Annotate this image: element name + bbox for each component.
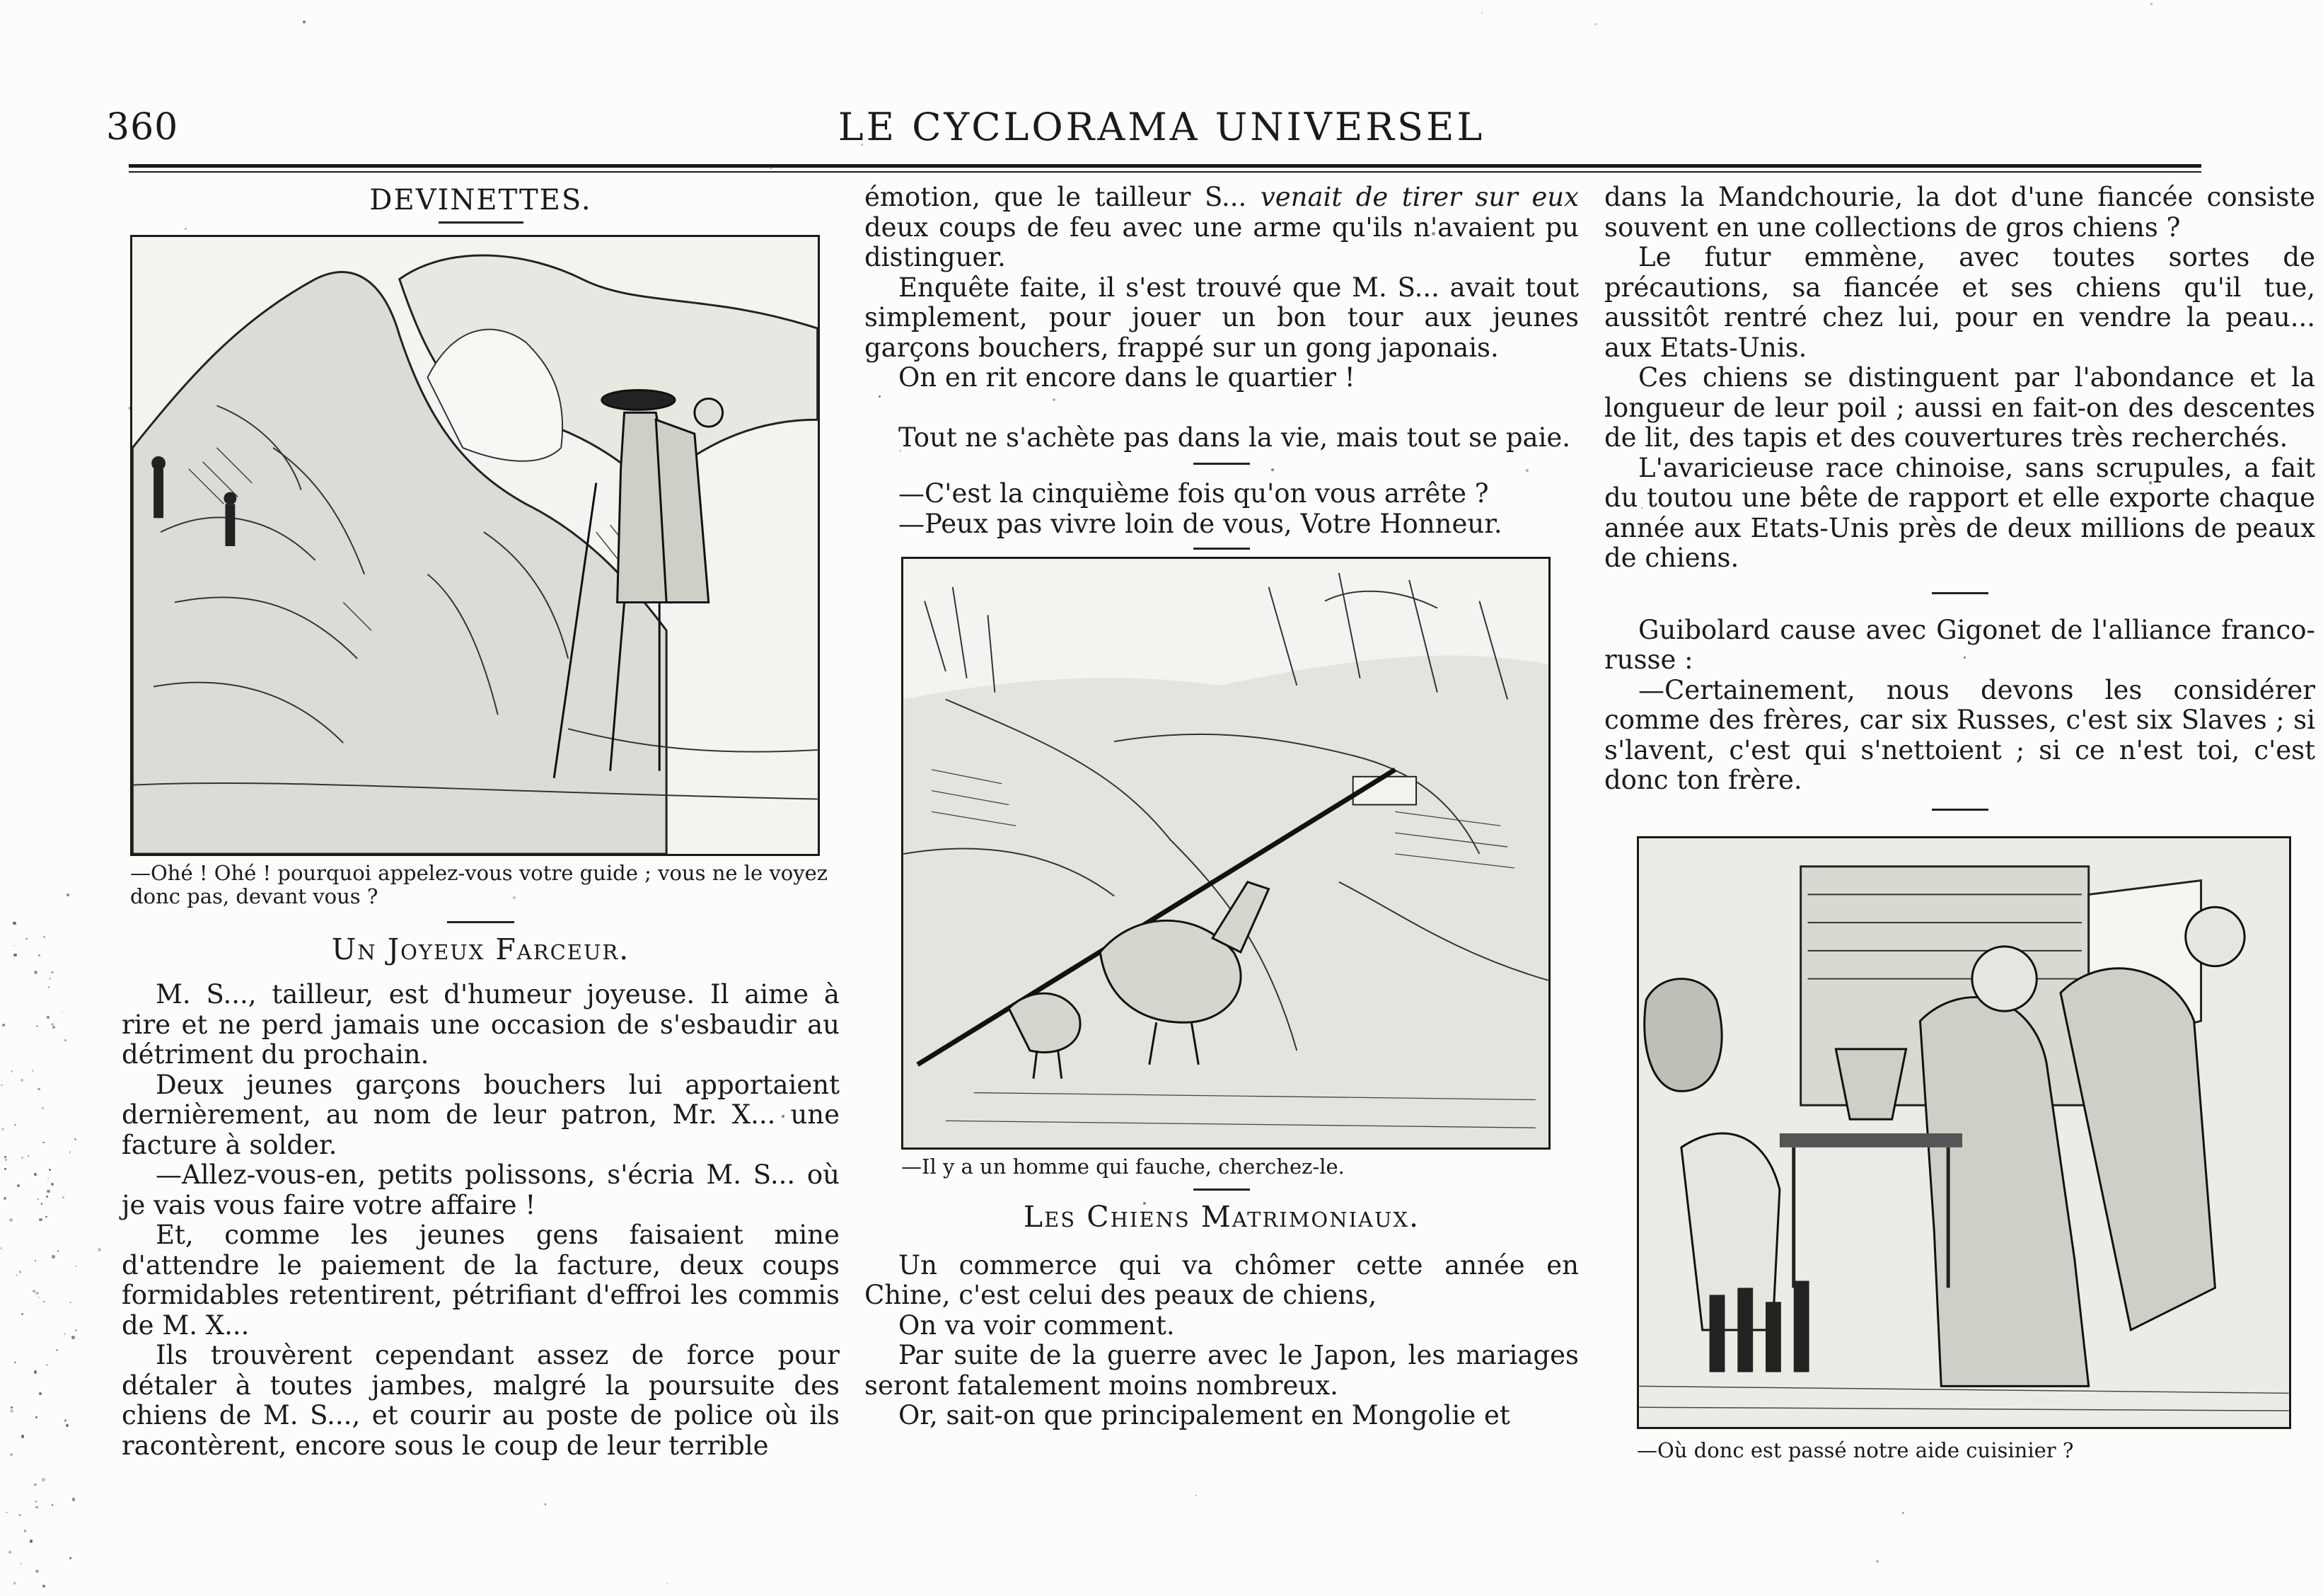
paragraph: Et, comme les jeunes gens faisaient mine d'attendre le paiement de la facture, deux coups formidables retentirent, pétrifiant d'effroi les commis de M. X... [122, 1220, 840, 1341]
speck [39, 1218, 42, 1222]
speck [35, 1416, 37, 1418]
caption-kitchen-monks: —Où donc est passé notre aide cuisinier ? [1637, 1438, 2074, 1462]
mountain-guide-drawing [132, 237, 818, 854]
speck [35, 1292, 39, 1295]
speck [38, 954, 40, 956]
speck [62, 1012, 63, 1013]
kitchen-monks-drawing [1639, 838, 2289, 1427]
speck [52, 1026, 55, 1029]
speck [1481, 12, 1483, 13]
header-rule-thick [129, 164, 2201, 168]
separator [1193, 1189, 1250, 1191]
speck [10, 1409, 13, 1413]
caption-mountain-guide: —Ohé ! Ohé ! pourquoi appelez-vous votre guide ; vous ne le voyez donc pas, devant vous ? [130, 860, 828, 908]
caption-farmyard: —Il y a un homme qui fauche, cherchez-le. [901, 1155, 1345, 1179]
speck [35, 1500, 37, 1503]
paragraph: Un commerce qui va chômer cette année en Chine, c'est celui des peaux de chiens, [864, 1249, 1579, 1310]
speck [13, 1582, 16, 1584]
maxim: Tout ne s'achète pas dans la vie, mais tout se paie. [898, 422, 1571, 453]
speck [34, 1370, 37, 1374]
speck [41, 1203, 42, 1204]
speck [52, 1255, 55, 1259]
speck [52, 1504, 54, 1506]
separator [1193, 463, 1250, 465]
speck [1, 1085, 2, 1086]
speck [74, 1138, 76, 1140]
speck [4, 1197, 6, 1200]
speck [46, 1364, 48, 1366]
speck [62, 1196, 64, 1198]
speck [17, 1184, 20, 1187]
speck [1195, 1495, 1197, 1496]
speck [35, 1506, 38, 1509]
paragraph-continued: dans la Mandchourie, la dot d'une fiancée consiste souvent en une collections de gros chiens ? [1604, 182, 2315, 243]
speck [10, 1453, 13, 1457]
speck [36, 1025, 38, 1027]
speck [46, 1196, 48, 1198]
speck [49, 1169, 51, 1171]
speck [51, 971, 53, 973]
column-3 [1604, 183, 2315, 1462]
separator [439, 221, 523, 224]
italic-text: venait de tirer sur eux [1260, 182, 1579, 212]
speck [2, 1024, 5, 1027]
paragraph: M. S..., tailleur, est d'humeur joyeuse. Il aime à rire et ne perd jamais une occasion de s'esbaudir au détriment du prochain. [122, 979, 840, 1070]
speck [57, 1250, 59, 1252]
speck [6, 1512, 7, 1513]
speck [21, 1563, 22, 1564]
dialog-line: —Peux pas vivre loin de vous, Votre Honneur. [898, 508, 1502, 539]
speck [56, 1349, 58, 1351]
column-1 [122, 183, 840, 1461]
speck [37, 1198, 39, 1200]
speck [42, 1142, 44, 1143]
speck [69, 1302, 71, 1303]
speck [42, 1107, 44, 1109]
speck [37, 1088, 40, 1090]
speck [98, 1248, 101, 1251]
speck [47, 1190, 50, 1193]
speck [51, 1183, 54, 1186]
paragraph: Or, sait-on que principalement en Mongolie et [898, 1400, 1510, 1430]
dialog-line: —C'est la cinquième fois qu'on vous arrête ? [898, 478, 1489, 509]
speck [47, 1178, 49, 1179]
column-2 [864, 183, 1579, 1431]
speck [47, 1016, 50, 1019]
paragraph: —Allez-vous-en, petits polissons, s'écria M. S... où je vais vous faire votre affaire ! [122, 1160, 840, 1220]
paragraph: Ils trouvèrent cependant assez de force pour détaler à toutes jambes, malgré la poursuite des chiens de M. S..., et courir au poste de police où ils racontèrent, encore sous le coup de leur terrible [122, 1340, 840, 1461]
speck [11, 1406, 13, 1409]
joyeux-farceur-heading: Un Joyeux Farceur. [331, 932, 630, 966]
speck [75, 1329, 77, 1331]
speck [42, 1478, 45, 1481]
speck [13, 922, 16, 925]
paragraph: Enquête faite, il s'est trouvé que M. S... avait tout simplement, pour jouer un bon tour aux jeunes garçons bouchers, frappé sur un gong japonais. [864, 272, 1579, 363]
speck [25, 938, 27, 939]
speck [9, 1218, 13, 1222]
farmyard-drawing [903, 559, 1548, 1147]
speck [666, 1583, 668, 1584]
paragraph-continued [864, 183, 1579, 273]
speck [0, 1247, 2, 1249]
speck [35, 1260, 36, 1261]
spacer [864, 393, 1579, 423]
speck [13, 945, 15, 947]
speck [43, 1301, 45, 1302]
speck [66, 894, 69, 896]
speck [43, 936, 45, 938]
speck [42, 1585, 45, 1588]
separator [447, 921, 514, 923]
paragraph: L'avaricieuse race chinoise, sans scrupules, a fait du toutou une bête de rapport et elle exporte chaque année aux Etats-Unis près de deux millions de peaux de chiens. [1604, 452, 2315, 573]
speck [69, 1151, 71, 1153]
page-number: 360 [106, 106, 179, 149]
speck [64, 1419, 67, 1422]
paragraph: Par suite de la guerre avec le Japon, les mariages seront fatalement moins nombreux. [864, 1340, 1579, 1401]
speck [69, 1557, 71, 1559]
speck [13, 954, 17, 957]
illustration-kitchen-monks [1637, 836, 2291, 1429]
illustration-mountain-guide [130, 235, 820, 856]
separator [1932, 592, 1988, 594]
speck [16, 1274, 18, 1276]
header-rule-thin [129, 171, 2201, 173]
speck [1902, 1512, 1904, 1514]
speck [34, 1173, 37, 1176]
speck [64, 1333, 66, 1336]
speck [34, 971, 37, 974]
speck [8, 1551, 11, 1554]
speck [66, 1424, 69, 1427]
paragraph: On va voir comment. [898, 1309, 1175, 1341]
speck [45, 1216, 47, 1218]
speck [35, 1570, 39, 1573]
speck [48, 986, 50, 988]
paragraph: Ces chiens se distinguent par l'abondance et la longueur de leur poil ; aussi en fait-on des descentes de lit, des tapis et des couvertures très recherchés. [1604, 362, 2315, 453]
speck [2150, 3, 2153, 5]
masthead-title: LE CYCLORAMA UNIVERSEL [838, 105, 1485, 149]
speck [39, 1392, 42, 1395]
speck [71, 1336, 74, 1338]
speck [24, 1530, 27, 1532]
paragraph: Le futur emmène, avec toutes sortes de précautions, sa fiancée et ses chiens qu'il tue, aussitôt rentré chez lui, pour en vendre la peau... aux Etats-Unis. [1604, 242, 2315, 363]
illustration-farmyard [901, 557, 1551, 1150]
speck [19, 1271, 22, 1273]
speck [72, 1498, 75, 1500]
speck [30, 1539, 33, 1542]
separator [1932, 809, 1988, 811]
speck [1, 1128, 4, 1130]
chiens-matrimoniaux-heading: Les Chiens Matrimoniaux. [1023, 1200, 1420, 1234]
speck [14, 1362, 16, 1364]
speck [5, 1159, 7, 1161]
speck [32, 1070, 34, 1072]
speck [303, 21, 306, 23]
dialog-line: —Certainement, nous devons les considérer comme des frères, car six Russes, c'est six Slaves ; si s'lavent, c'est qui s'nettoient ; si ce n'est toi, c'est donc ton frère. [1604, 674, 2315, 795]
speck [49, 978, 51, 980]
speck [18, 1514, 21, 1516]
paragraph: On en rit encore dans le quartier ! [898, 362, 1355, 393]
speck [21, 1079, 23, 1082]
separator [1193, 548, 1250, 550]
speck [34, 1484, 36, 1486]
speck [21, 1313, 23, 1314]
devinettes-heading: DEVINETTES. [369, 184, 592, 216]
speck [21, 1157, 23, 1159]
speck [28, 1155, 29, 1157]
text-span: deux coups de feu avec une arme qu'ils n'avaient pu distinguer. [864, 212, 1579, 272]
speck [38, 1297, 40, 1298]
speck [64, 1039, 66, 1041]
speck [11, 1070, 13, 1072]
speck [14, 1124, 16, 1126]
paragraph: Deux jeunes garçons bouchers lui apportaient dernièrement, au nom de leur patron, Mr. X... une facture à solder. [122, 1069, 840, 1160]
speck [4, 1156, 6, 1158]
text-span: émotion, que le tailleur S... [864, 182, 1261, 212]
paragraph: Guibolard cause avec Gigonet de l'alliance franco-russe : [1604, 614, 2315, 675]
speck [1876, 1560, 1879, 1563]
speck [545, 1503, 547, 1505]
speck [21, 1435, 25, 1438]
speck [4, 1168, 6, 1170]
speck [75, 1266, 76, 1267]
speck [1594, 23, 1596, 25]
